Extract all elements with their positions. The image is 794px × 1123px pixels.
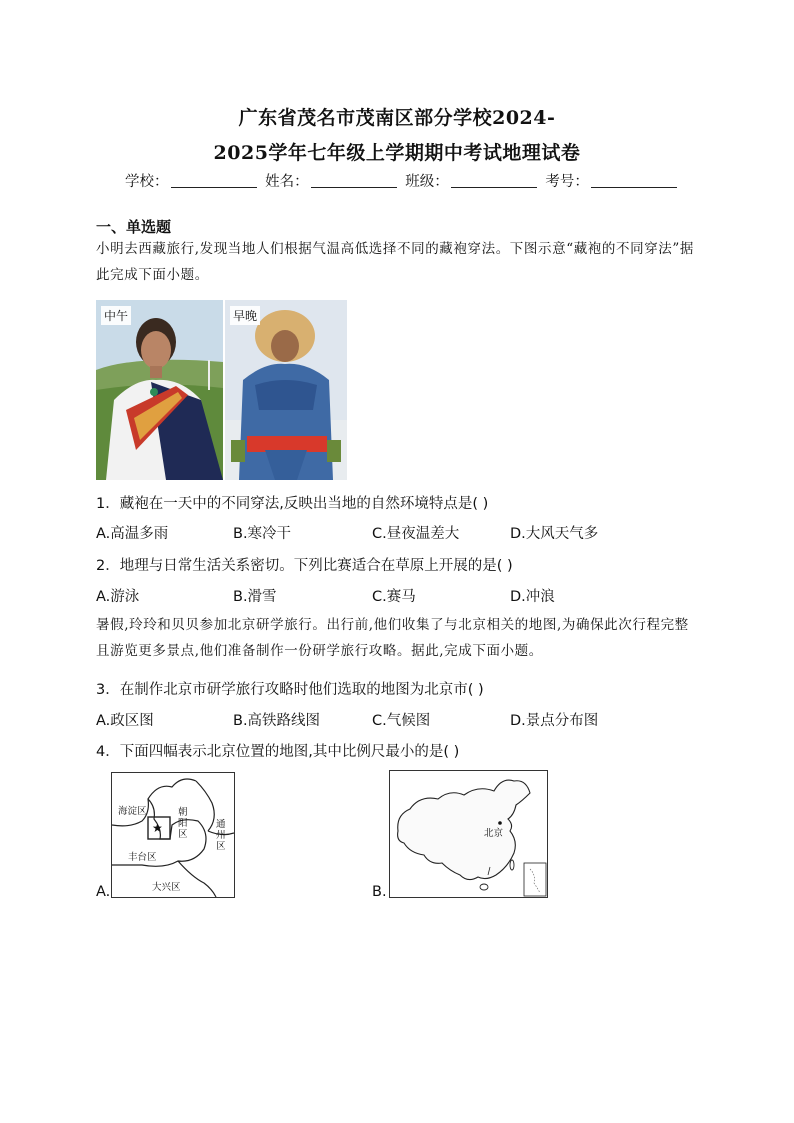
q1-option-d[interactable]: D.大风天气多 xyxy=(510,526,599,542)
map-a-label-fengtai: 丰台区 xyxy=(128,852,157,863)
student-info-line xyxy=(125,170,681,191)
q3-option-c[interactable]: C.气候图 xyxy=(372,713,431,729)
photo-label-noon: 中午 xyxy=(101,306,131,325)
class-label: 班级： xyxy=(405,174,449,190)
q1-option-c[interactable]: C.昼夜温差大 xyxy=(372,526,460,542)
q1-option-a[interactable]: A.高温多雨 xyxy=(96,526,169,542)
exam-title-line1: 广东省茂名市茂南区部分学校2024- xyxy=(238,107,556,129)
photo-morning-evening xyxy=(225,300,347,480)
map-a-label-daxing: 大兴区 xyxy=(152,882,181,893)
map-a-label-haidian: 海淀区 xyxy=(118,806,147,817)
exam-number-blank[interactable] xyxy=(591,173,677,188)
q2-option-b[interactable]: B.滑雪 xyxy=(233,589,277,605)
q3-option-b[interactable]: B.高铁路线图 xyxy=(233,713,321,729)
q4-option-b-label[interactable]: B. xyxy=(372,884,387,900)
q3-option-a[interactable]: A.政区图 xyxy=(96,713,154,729)
china-outline xyxy=(390,771,547,897)
exam-title-line2: 2025学年七年级上学期期中考试地理试卷 xyxy=(213,142,581,164)
photo-noon xyxy=(96,300,223,480)
passage-beijing: 暑假,玲玲和贝贝参加北京研学旅行。出行前,他们收集了与北京相关的地图,为确保此次行程完整且游览更多景点,他们准备制作一份研学旅行攻略。据此,完成下面小题。 xyxy=(96,617,689,659)
map-b-label-beijing: 北京 xyxy=(484,828,504,839)
q4-option-a-label[interactable]: A. xyxy=(96,884,111,900)
map-b-china[interactable] xyxy=(389,770,548,898)
name-label: 姓名： xyxy=(265,174,309,190)
map-a-label-chaoyang: 朝阳区 xyxy=(178,807,188,840)
tibetan-man-photo xyxy=(225,300,347,480)
star-icon: ★ xyxy=(152,821,163,835)
q2-option-a[interactable]: A.游泳 xyxy=(96,589,140,605)
school-blank[interactable] xyxy=(171,173,257,188)
question-1: 1．藏袍在一天中的不同穿法,反映出当地的自然环境特点是( ) xyxy=(96,496,489,512)
section-title: 一、单选题 xyxy=(96,218,172,236)
passage-tibet: 小明去西藏旅行,发现当地人们根据气温高低选择不同的藏袍穿法。下图示意“藏袍的不同穿法”据此完成下面小题。 xyxy=(96,241,694,283)
question-4: 4．下面四幅表示北京位置的地图,其中比例尺最小的是( ) xyxy=(96,744,460,760)
tibetan-woman-photo xyxy=(96,300,223,480)
q2-option-c[interactable]: C.赛马 xyxy=(372,589,416,605)
q2-option-d[interactable]: D.冲浪 xyxy=(510,589,555,605)
name-blank[interactable] xyxy=(311,173,397,188)
photo-label-morning-evening: 早晚 xyxy=(230,306,260,325)
question-3: 3．在制作北京市研学旅行攻略时他们选取的地图为北京市( ) xyxy=(96,682,484,698)
map-a-label-tongzhou: 通州区 xyxy=(216,819,226,852)
q3-option-d[interactable]: D.景点分布图 xyxy=(510,713,599,729)
exam-number-label: 考号： xyxy=(545,174,589,190)
question-2: 2．地理与日常生活关系密切。下列比赛适合在草原上开展的是( ) xyxy=(96,558,513,574)
class-blank[interactable] xyxy=(451,173,537,188)
q1-option-b[interactable]: B.寒冷干 xyxy=(233,526,292,542)
school-label: 学校： xyxy=(125,174,169,190)
map-a-districts[interactable] xyxy=(111,772,235,898)
